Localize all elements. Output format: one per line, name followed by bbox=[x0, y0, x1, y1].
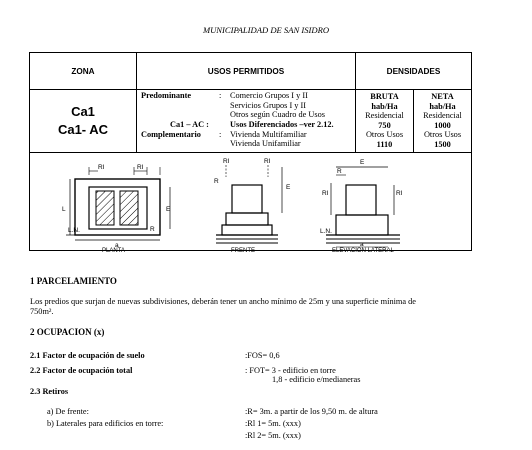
col-usos-header: USOS PERMITIDOS bbox=[137, 53, 356, 90]
col-zona-header: ZONA bbox=[30, 53, 137, 90]
item-2-3-label: 2.3 Retiros bbox=[30, 387, 69, 396]
planta-caption: PLANTA bbox=[102, 248, 125, 254]
section-1-title: 1 PARCELAMIENTO bbox=[30, 276, 117, 286]
item-2-2-label: 2.2 Factor de ocupación total bbox=[30, 366, 133, 375]
setback-diagrams bbox=[30, 153, 470, 254]
bruta-title: BRUTA bbox=[370, 92, 399, 101]
frente-ri-label: RI bbox=[264, 158, 271, 165]
planta-ln-label: L.N. bbox=[68, 227, 80, 234]
section-2-title: 2 OCUPACION (x) bbox=[30, 327, 105, 337]
neta-unit: hab/Ha bbox=[429, 101, 456, 111]
planta-a-label: a bbox=[115, 242, 119, 249]
item-2-2-value-2: 1,8 - edificio e/medianeras bbox=[272, 375, 361, 384]
page-header: MUNICIPALIDAD DE SAN ISIDRO bbox=[202, 25, 330, 35]
zona-ca1-ac: Ca1- AC bbox=[57, 122, 109, 137]
ca1ac-label: Ca1 – AC : bbox=[170, 120, 209, 129]
bruta-otros-label: Otros Usos bbox=[365, 130, 404, 140]
retiro-frente-value: :R= 3m. a partir de los 9,50 m. de altura bbox=[245, 407, 378, 416]
item-2-1-label: 2.1 Factor de ocupación de suelo bbox=[30, 351, 145, 360]
planta-ri-label: RI bbox=[137, 164, 144, 171]
bruta-cell bbox=[356, 90, 414, 153]
usos-cell bbox=[137, 90, 356, 153]
lateral-caption: ELEVACION LATERAL bbox=[332, 248, 394, 254]
lateral-a-label: a bbox=[360, 241, 364, 248]
zona-cell bbox=[30, 90, 137, 153]
neta-otros-value: 1500 bbox=[434, 139, 451, 149]
lateral-ri-label: RI bbox=[322, 190, 329, 197]
neta-res-value: 1000 bbox=[434, 120, 451, 130]
frente-ri-label: RI bbox=[223, 158, 230, 165]
colon: : bbox=[219, 129, 222, 139]
bruta-otros-value: 1110 bbox=[376, 139, 393, 149]
neta-otros-label: Otros Usos bbox=[423, 130, 462, 140]
item-2-2-value: : FOT= 3 - edificio en torre bbox=[245, 366, 336, 375]
ca1ac-value: Usos Diferenciados –ver 2.12. bbox=[230, 120, 334, 129]
frente-diagram bbox=[214, 158, 291, 254]
lateral-r-label: R bbox=[337, 168, 342, 175]
planta-ri-label: RI bbox=[98, 164, 105, 171]
frente-caption: FRENTE bbox=[231, 248, 255, 254]
planta-r-label: R bbox=[150, 226, 155, 233]
frente-r-label: R bbox=[214, 178, 219, 185]
uso-item: Otros según Cuadro de Usos bbox=[230, 110, 325, 119]
retiro-lateral-value-1: :Rl 1= 5m. (xxx) bbox=[245, 419, 301, 428]
item-2-1-value: :FOS= 0,6 bbox=[245, 351, 280, 360]
uso-item: Comercio Grupos I y II bbox=[230, 91, 308, 100]
uso-item: Vivienda Unifamiliar bbox=[230, 139, 301, 148]
planta-diagram bbox=[62, 164, 171, 254]
bruta-unit: hab/Ha bbox=[371, 101, 398, 111]
bruta-res-label: Residencial bbox=[365, 111, 404, 121]
retiro-frente-label: a) De frente: bbox=[47, 407, 89, 416]
neta-res-label: Residencial bbox=[423, 111, 462, 121]
section-1-text: Los predios que surjan de nuevas subdivisiones, deberán tener un ancho mínimo de 25m y una superficie mínima de bbox=[30, 297, 416, 306]
lateral-ln-label: L.N. bbox=[320, 228, 332, 235]
planta-l-label: L bbox=[62, 206, 66, 213]
retiro-lateral-label: b) Laterales para edificios en torre: bbox=[47, 419, 164, 428]
zona-ca1: Ca1 bbox=[71, 104, 95, 119]
lateral-e-label: E bbox=[360, 159, 365, 166]
uso-item: Vivienda Multifamiliar bbox=[230, 129, 307, 139]
zoning-table bbox=[29, 52, 472, 254]
neta-cell bbox=[414, 90, 472, 153]
colon: : bbox=[219, 91, 222, 100]
section-1-text-2: 750m². bbox=[30, 307, 54, 316]
lateral-diagram bbox=[320, 159, 403, 254]
neta-title: NETA bbox=[431, 92, 454, 101]
lateral-ri-label: RI bbox=[396, 190, 403, 197]
predominante-label: Predominante bbox=[141, 91, 192, 100]
frente-e-label: E bbox=[286, 184, 291, 191]
uso-item: Servicios Grupos I y II bbox=[230, 100, 307, 110]
retiro-lateral-value-2: :Rl 2= 5m. (xxx) bbox=[245, 431, 301, 440]
complementario-label: Complementario bbox=[141, 129, 201, 139]
planta-e-label: E bbox=[166, 206, 171, 213]
bruta-res-value: 750 bbox=[378, 120, 391, 130]
diagram-cell bbox=[30, 153, 472, 254]
col-densidades-header: DENSIDADES bbox=[356, 53, 472, 90]
